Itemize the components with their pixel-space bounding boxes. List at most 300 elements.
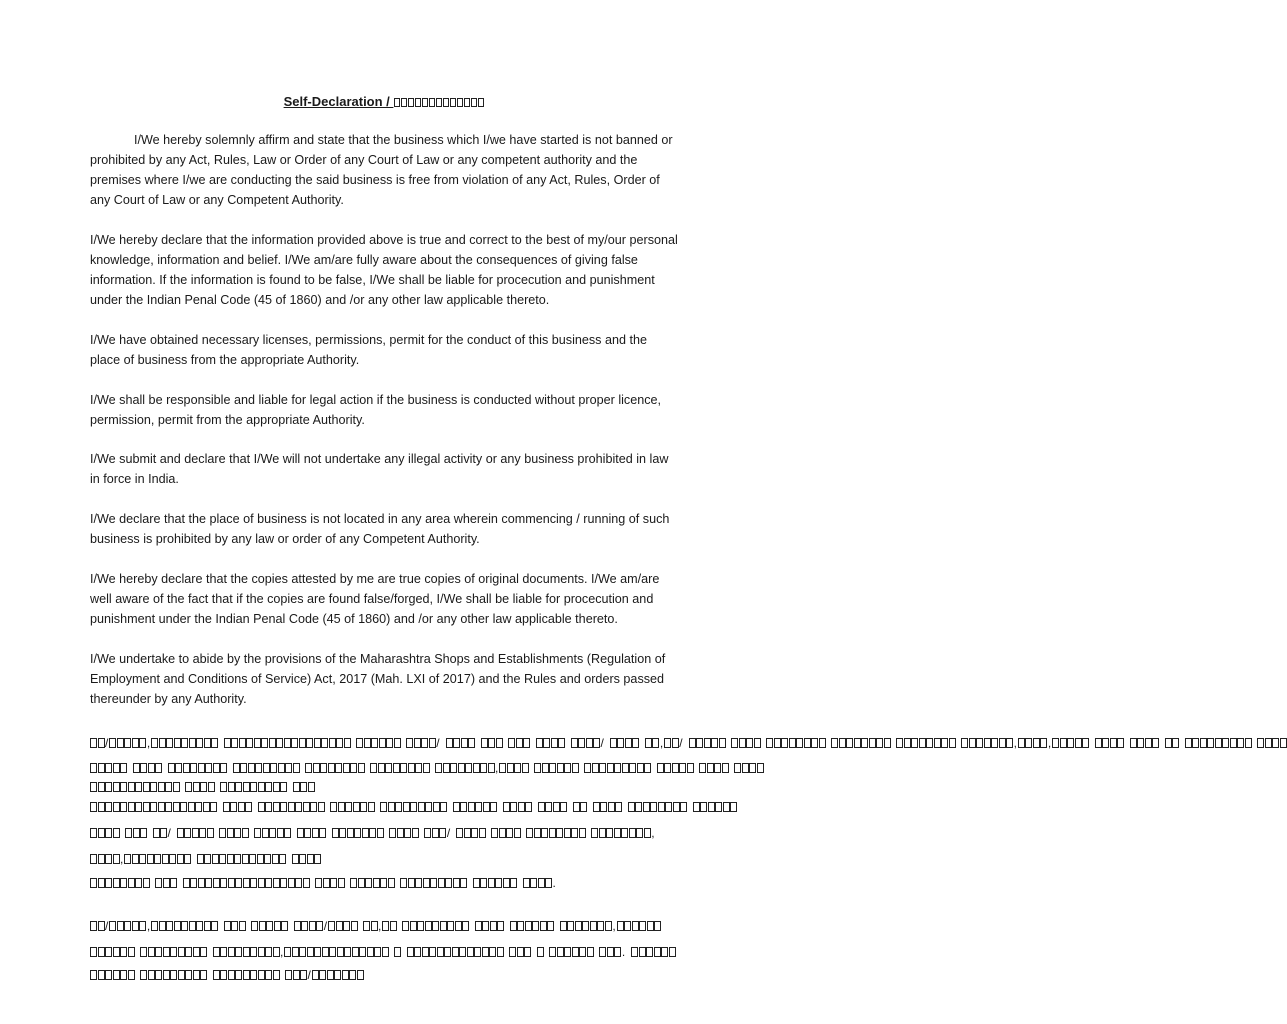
missing-glyph-box — [625, 738, 632, 748]
missing-glyph-box — [525, 802, 532, 812]
missing-glyph-box — [105, 878, 112, 888]
missing-glyph-box — [193, 782, 200, 792]
marathi-text-line — [90, 798, 680, 812]
missing-glyph-box — [200, 782, 207, 792]
missing-glyph-box — [632, 738, 639, 748]
missing-glyph-box — [961, 738, 968, 748]
missing-glyph-box — [473, 878, 480, 888]
marathi-text-line: , — [90, 850, 680, 864]
missing-glyph-box — [523, 738, 530, 748]
missing-glyph-box — [708, 802, 715, 812]
missing-glyph-box — [265, 970, 272, 980]
missing-glyph-box — [722, 763, 729, 773]
missing-glyph-box — [321, 738, 328, 748]
missing-glyph-box — [468, 738, 475, 748]
missing-glyph-box — [250, 782, 257, 792]
missing-glyph-box — [288, 802, 295, 812]
missing-glyph-box — [210, 802, 217, 812]
missing-glyph-box — [661, 947, 668, 957]
missing-glyph-box — [180, 802, 187, 812]
missing-glyph-box — [300, 782, 307, 792]
missing-glyph-box — [163, 878, 170, 888]
missing-glyph-box — [564, 828, 571, 838]
missing-glyph-box — [421, 738, 428, 748]
missing-glyph-box — [579, 828, 586, 838]
missing-glyph-box — [90, 738, 97, 748]
title-latin-text: Self-Declaration / — [283, 94, 394, 109]
missing-glyph-box — [919, 738, 926, 748]
title-nonlatin-glyphs — [393, 94, 484, 109]
paragraph-affirmation: I/We hereby solemnly affirm and state that the business which I/we have started is not banned or prohibited by any Act, Rules, Law or Order of any Court of Law or any competent authority and the premises where I/we are conducting the said business is free from violation of any Act, Rules, Order of any Court of Law or any Competent Authority. — [90, 133, 673, 207]
missing-glyph-box — [148, 947, 155, 957]
missing-glyph-box — [423, 878, 430, 888]
missing-glyph-box — [170, 878, 177, 888]
missing-glyph-box — [336, 738, 343, 748]
missing-glyph-box — [280, 878, 287, 888]
missing-glyph-box — [393, 763, 400, 773]
missing-glyph-box — [580, 802, 587, 812]
missing-glyph-box — [654, 947, 661, 957]
missing-glyph-box — [195, 802, 202, 812]
missing-glyph-box — [614, 947, 621, 957]
missing-glyph-box — [98, 802, 105, 812]
missing-glyph-box — [185, 970, 192, 980]
missing-glyph-box — [212, 854, 219, 864]
missing-glyph-box — [621, 828, 628, 838]
missing-glyph-box — [98, 921, 105, 931]
missing-glyph-box — [220, 970, 227, 980]
missing-glyph-box — [440, 921, 447, 931]
missing-glyph-box — [415, 98, 421, 107]
missing-glyph-box — [687, 763, 694, 773]
missing-glyph-box — [423, 763, 430, 773]
missing-glyph-box — [545, 802, 552, 812]
missing-glyph-box — [869, 738, 876, 748]
missing-glyph-box — [664, 763, 671, 773]
missing-glyph-box — [105, 763, 112, 773]
missing-glyph-box — [896, 738, 903, 748]
missing-glyph-box — [190, 878, 197, 888]
missing-glyph-box — [456, 828, 463, 838]
missing-glyph-box — [524, 947, 531, 957]
missing-glyph-box — [98, 854, 105, 864]
missing-glyph-box — [295, 802, 302, 812]
missing-glyph-box — [314, 854, 321, 864]
missing-glyph-box — [357, 970, 364, 980]
missing-glyph-box — [308, 782, 315, 792]
missing-glyph-box — [639, 947, 646, 957]
missing-glyph-box — [389, 828, 396, 838]
missing-glyph-box — [1192, 738, 1199, 748]
missing-glyph-box — [488, 878, 495, 888]
paragraph-no-illegal-activity: I/We submit and declare that I/We will not undertake any illegal activity or any business prohibited in law in force in India. — [90, 452, 669, 486]
missing-glyph-box — [228, 947, 235, 957]
missing-glyph-box — [90, 947, 97, 957]
missing-glyph-box — [120, 970, 127, 980]
missing-glyph-box — [999, 738, 1006, 748]
missing-glyph-box — [400, 763, 407, 773]
missing-glyph-box — [590, 921, 597, 931]
missing-glyph-box — [196, 921, 203, 931]
missing-glyph-box — [344, 738, 351, 748]
missing-glyph-box — [450, 98, 456, 107]
missing-glyph-box — [614, 828, 621, 838]
missing-glyph-box — [246, 738, 253, 748]
missing-glyph-box — [1230, 738, 1237, 748]
missing-glyph-box — [120, 763, 127, 773]
missing-glyph-box — [536, 738, 543, 748]
missing-glyph-box — [235, 947, 242, 957]
missing-glyph-box — [482, 947, 489, 957]
missing-glyph-box — [303, 878, 310, 888]
missing-glyph-box — [497, 947, 504, 957]
missing-glyph-box — [228, 878, 235, 888]
missing-glyph-box — [488, 738, 495, 748]
missing-glyph-box — [105, 828, 112, 838]
missing-glyph-box — [549, 763, 556, 773]
missing-glyph-box — [204, 738, 211, 748]
missing-glyph-box — [365, 878, 372, 888]
missing-glyph-box — [545, 878, 552, 888]
missing-glyph-box — [422, 98, 428, 107]
missing-glyph-box — [1033, 738, 1040, 748]
missing-glyph-box — [155, 970, 162, 980]
missing-glyph-box — [243, 878, 250, 888]
missing-glyph-box — [553, 802, 560, 812]
missing-glyph-box — [328, 921, 335, 931]
missing-glyph-box — [1215, 738, 1222, 748]
missing-glyph-box — [154, 854, 161, 864]
missing-glyph-box — [572, 947, 579, 957]
missing-glyph-box — [344, 947, 351, 957]
missing-glyph-box — [150, 802, 157, 812]
missing-glyph-box — [572, 763, 579, 773]
missing-glyph-box — [607, 947, 614, 957]
missing-glyph-box — [534, 828, 541, 838]
missing-glyph-box — [312, 828, 319, 838]
missing-glyph-box — [250, 947, 257, 957]
marathi-text-line — [90, 778, 680, 792]
missing-glyph-box — [265, 947, 272, 957]
missing-glyph-box — [497, 921, 504, 931]
missing-glyph-box — [1040, 738, 1047, 748]
missing-glyph-box — [443, 98, 449, 107]
missing-glyph-box — [177, 854, 184, 864]
missing-glyph-box — [263, 763, 270, 773]
missing-glyph-box — [650, 802, 657, 812]
missing-glyph-box — [408, 763, 415, 773]
missing-glyph-box — [699, 763, 706, 773]
missing-glyph-box — [450, 763, 457, 773]
missing-glyph-box — [1067, 738, 1074, 748]
missing-glyph-box — [1095, 738, 1102, 748]
missing-glyph-box — [193, 947, 200, 957]
missing-glyph-box — [560, 921, 567, 931]
missing-glyph-box — [644, 828, 651, 838]
missing-glyph-box — [846, 738, 853, 748]
missing-glyph-box — [1130, 738, 1137, 748]
missing-glyph-box — [151, 738, 158, 748]
missing-glyph-box — [213, 878, 220, 888]
missing-glyph-box — [250, 878, 257, 888]
missing-glyph-box — [310, 802, 317, 812]
missing-glyph-box — [239, 738, 246, 748]
missing-glyph-box — [265, 802, 272, 812]
missing-glyph-box — [165, 782, 172, 792]
missing-glyph-box — [508, 738, 515, 748]
missing-glyph-box — [495, 878, 502, 888]
missing-glyph-box — [369, 828, 376, 838]
missing-glyph-box — [198, 763, 205, 773]
missing-glyph-box — [347, 828, 354, 838]
missing-glyph-box — [628, 802, 635, 812]
missing-glyph-box — [432, 828, 439, 838]
missing-glyph-box — [368, 802, 375, 812]
missing-glyph-box — [540, 921, 547, 931]
missing-glyph-box — [159, 738, 166, 748]
missing-glyph-box — [292, 947, 299, 957]
missing-glyph-box — [330, 802, 337, 812]
missing-glyph-box — [1152, 738, 1159, 748]
missing-glyph-box — [128, 947, 135, 957]
paragraph-licenses-obtained: I/We have obtained necessary licenses, permissions, permit for the conduct of this business and the place of business from the appropriate Authority. — [90, 333, 647, 367]
missing-glyph-box — [193, 970, 200, 980]
missing-glyph-box — [139, 921, 146, 931]
missing-glyph-box — [323, 878, 330, 888]
missing-glyph-box — [98, 947, 105, 957]
missing-glyph-box — [105, 854, 112, 864]
missing-glyph-box — [991, 738, 998, 748]
missing-glyph-box — [98, 782, 105, 792]
missing-glyph-box — [278, 763, 285, 773]
missing-glyph-box — [1145, 738, 1152, 748]
missing-glyph-box — [1257, 738, 1264, 748]
missing-glyph-box — [220, 947, 227, 957]
missing-glyph-box — [645, 738, 652, 748]
missing-glyph-box — [693, 802, 700, 812]
missing-glyph-box — [280, 782, 287, 792]
missing-glyph-box — [285, 970, 292, 980]
missing-glyph-box — [796, 738, 803, 748]
missing-glyph-box — [228, 782, 235, 792]
missing-glyph-box — [462, 921, 469, 931]
missing-glyph-box — [351, 921, 358, 931]
missing-glyph-box — [854, 738, 861, 748]
missing-glyph-box — [452, 947, 459, 957]
missing-glyph-box — [489, 947, 496, 957]
missing-glyph-box — [457, 98, 463, 107]
missing-glyph-box — [789, 738, 796, 748]
missing-glyph-box — [140, 763, 147, 773]
missing-glyph-box — [471, 98, 477, 107]
missing-glyph-box — [401, 98, 407, 107]
missing-glyph-box — [234, 828, 241, 838]
missing-glyph-box — [1265, 738, 1272, 748]
missing-glyph-box — [135, 782, 142, 792]
missing-glyph-box — [530, 878, 537, 888]
missing-glyph-box — [819, 738, 826, 748]
missing-glyph-box — [403, 802, 410, 812]
missing-glyph-box — [269, 738, 276, 748]
missing-glyph-box — [499, 828, 506, 838]
missing-glyph-box — [839, 738, 846, 748]
missing-glyph-box — [273, 802, 280, 812]
missing-glyph-box — [573, 802, 580, 812]
missing-glyph-box — [140, 970, 147, 980]
missing-glyph-box — [370, 763, 377, 773]
missing-glyph-box — [320, 763, 327, 773]
missing-glyph-box — [1172, 738, 1179, 748]
missing-glyph-box — [949, 738, 956, 748]
missing-glyph-box — [1137, 738, 1144, 748]
missing-glyph-box — [175, 763, 182, 773]
missing-glyph-box — [359, 947, 366, 957]
missing-glyph-box — [1222, 738, 1229, 748]
missing-glyph-box — [422, 947, 429, 957]
missing-glyph-box — [148, 763, 155, 773]
missing-glyph-box — [288, 878, 295, 888]
missing-glyph-box — [460, 878, 467, 888]
missing-glyph-box — [211, 738, 218, 748]
marathi-text-line: / , / , , — [90, 917, 680, 931]
missing-glyph-box — [475, 921, 482, 931]
missing-glyph-box — [339, 828, 346, 838]
missing-glyph-box — [318, 802, 325, 812]
missing-glyph-box — [1060, 738, 1067, 748]
missing-glyph-box — [313, 763, 320, 773]
missing-glyph-box — [831, 738, 838, 748]
missing-glyph-box — [679, 763, 686, 773]
missing-glyph-box — [189, 921, 196, 931]
missing-glyph-box — [478, 98, 484, 107]
missing-glyph-box — [636, 828, 643, 838]
missing-glyph-box — [453, 802, 460, 812]
missing-glyph-box — [617, 738, 624, 748]
marathi-text-line: / — [90, 966, 680, 980]
missing-glyph-box — [90, 782, 97, 792]
missing-glyph-box — [474, 947, 481, 957]
missing-glyph-box — [643, 802, 650, 812]
missing-glyph-box — [624, 921, 631, 931]
missing-glyph-box — [90, 802, 97, 812]
missing-glyph-box — [367, 947, 374, 957]
marathi-text-line: / , / / , / , , — [90, 734, 680, 748]
missing-glyph-box — [781, 738, 788, 748]
missing-glyph-box — [425, 802, 432, 812]
missing-glyph-box — [507, 763, 514, 773]
missing-glyph-box — [262, 828, 269, 838]
missing-glyph-box — [647, 921, 654, 931]
missing-glyph-box — [314, 947, 321, 957]
paragraph-declaration-true-info: I/We hereby declare that the information provided above is true and correct to the best of my/our personal knowledge, information and belief. I/We am/are fully aware about the consequences of giving false information. If the information is found to be false, I/We shall be liable for procecution and punishment under the Indian Penal Code (45 of 1860) and /or any other law applicable thereto. — [90, 233, 678, 307]
missing-glyph-box — [303, 802, 310, 812]
missing-glyph-box — [496, 738, 503, 748]
missing-glyph-box — [811, 738, 818, 748]
missing-glyph-box — [299, 947, 306, 957]
missing-glyph-box — [433, 802, 440, 812]
missing-glyph-box — [332, 828, 339, 838]
missing-glyph-box — [337, 947, 344, 957]
missing-glyph-box — [185, 782, 192, 792]
missing-glyph-box — [327, 970, 334, 980]
missing-glyph-box — [610, 738, 617, 748]
missing-glyph-box — [696, 738, 703, 748]
missing-glyph-box — [417, 921, 424, 931]
missing-glyph-box — [731, 738, 738, 748]
missing-glyph-box — [371, 921, 378, 931]
missing-glyph-box — [523, 878, 530, 888]
missing-glyph-box — [461, 738, 468, 748]
missing-glyph-box — [181, 921, 188, 931]
missing-glyph-box — [165, 802, 172, 812]
missing-glyph-box — [257, 854, 264, 864]
missing-glyph-box — [415, 763, 422, 773]
missing-glyph-box — [689, 738, 696, 748]
missing-glyph-box — [414, 947, 421, 957]
missing-glyph-box — [1110, 738, 1117, 748]
missing-glyph-box — [190, 763, 197, 773]
missing-glyph-box — [312, 970, 319, 980]
missing-glyph-box — [364, 738, 371, 748]
missing-glyph-box — [1200, 738, 1207, 748]
missing-glyph-box — [567, 921, 574, 931]
missing-glyph-box — [178, 970, 185, 980]
missing-glyph-box — [301, 921, 308, 931]
missing-glyph-box — [132, 854, 139, 864]
missing-glyph-box — [199, 828, 206, 838]
missing-glyph-box — [538, 878, 545, 888]
missing-glyph-box — [279, 854, 286, 864]
missing-glyph-box — [358, 763, 365, 773]
missing-glyph-box — [174, 738, 181, 748]
missing-glyph-box — [207, 828, 214, 838]
missing-glyph-box — [284, 947, 291, 957]
missing-glyph-box — [109, 738, 116, 748]
missing-glyph-box — [128, 802, 135, 812]
missing-glyph-box — [162, 854, 169, 864]
missing-glyph-box — [281, 921, 288, 931]
missing-glyph-box — [184, 828, 191, 838]
missing-glyph-box — [254, 738, 261, 748]
missing-glyph-box — [213, 970, 220, 980]
missing-glyph-box — [410, 921, 417, 931]
missing-glyph-box — [338, 802, 345, 812]
missing-glyph-box — [526, 828, 533, 838]
missing-glyph-box — [541, 828, 548, 838]
missing-glyph-box — [388, 802, 395, 812]
missing-glyph-box — [219, 854, 226, 864]
missing-glyph-box — [213, 763, 220, 773]
missing-glyph-box — [622, 763, 629, 773]
missing-glyph-box — [314, 738, 321, 748]
missing-glyph-box — [1052, 738, 1059, 748]
missing-glyph-box — [272, 854, 279, 864]
missing-glyph-box — [132, 921, 139, 931]
missing-glyph-box — [637, 763, 644, 773]
missing-glyph-box — [243, 970, 250, 980]
missing-glyph-box — [338, 878, 345, 888]
missing-glyph-box — [707, 763, 714, 773]
missing-glyph-box — [228, 970, 235, 980]
missing-glyph-box — [213, 947, 220, 957]
missing-glyph-box — [198, 878, 205, 888]
missing-glyph-box — [488, 763, 495, 773]
missing-glyph-box — [407, 947, 414, 957]
missing-glyph-box — [629, 763, 636, 773]
missing-glyph-box — [140, 947, 147, 957]
missing-glyph-box — [242, 828, 249, 838]
missing-glyph-box — [189, 738, 196, 748]
